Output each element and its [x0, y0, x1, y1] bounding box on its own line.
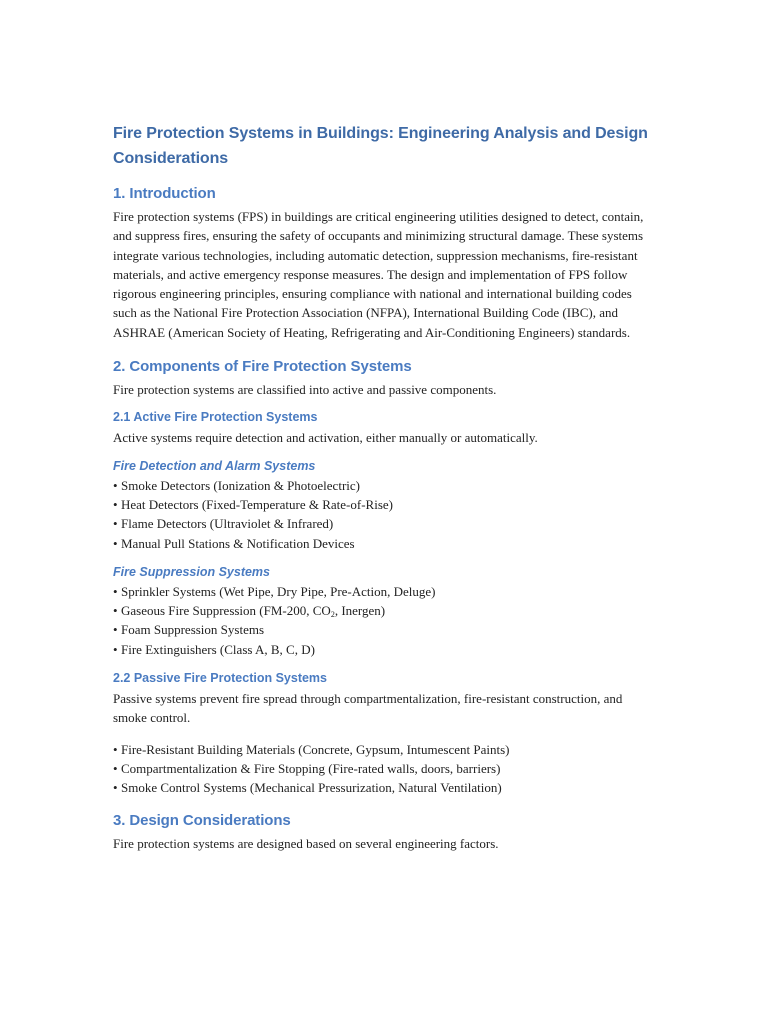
bullet-mark: •	[113, 760, 118, 776]
passive-paragraph: Passive systems prevent fire spread through compartmentalization, fire-resistant construction, and smoke control.	[113, 691, 623, 726]
list-item	[113, 601, 658, 620]
list-item	[113, 495, 658, 514]
list-item-text: Smoke Control Systems (Mechanical Pressurization, Natural Ventilation)	[121, 780, 502, 796]
list-item	[113, 582, 658, 601]
design-paragraph: Fire protection systems are designed based on several engineering factors.	[113, 835, 499, 851]
list-item	[113, 778, 658, 797]
section-heading-components: 2. Components of Fire Protection Systems	[113, 358, 412, 376]
list-item-text: Manual Pull Stations & Notification Devices	[121, 535, 355, 551]
subsection-heading-active: 2.1 Active Fire Protection Systems	[113, 410, 318, 425]
list-item-text: Gaseous Fire Suppression (FM-200, CO	[121, 603, 331, 619]
passive-list	[113, 740, 658, 798]
bullet-mark: •	[113, 603, 118, 619]
components-paragraph: Fire protection systems are classified into active and passive components.	[113, 382, 497, 398]
suppression-list	[113, 582, 658, 659]
list-item-text: Heat Detectors (Fixed-Temperature & Rate-of-Rise)	[121, 496, 393, 512]
bullet-mark: •	[113, 496, 118, 512]
introduction-paragraph: Fire protection systems (FPS) in buildings are critical engineering utilities designed to detect, contain, and suppress fires, ensuring the safety of occupants and minimizing structural damage. These systems integrate various technologies, including automatic detection, suppression mechanisms, fire-resistant materials, and active emergency response measures. The design and implementation of FPS follow rigorous engineering principles, ensuring compliance with national and international building codes such as the National Fire Protection Association (NFPA), International Building Code (IBC), and ASHRAE (American Society of Heating, Refrigerating and Air-Conditioning Engineers) standards.	[113, 209, 644, 340]
list-item	[113, 740, 658, 759]
list-item-text: Sprinkler Systems (Wet Pipe, Dry Pipe, Pre-Action, Deluge)	[121, 583, 436, 599]
list-item	[113, 759, 658, 778]
list-item-text: Smoke Detectors (Ionization & Photoelectric)	[121, 477, 360, 493]
list-item-text: Compartmentalization & Fire Stopping (Fire-rated walls, doors, barriers)	[121, 760, 501, 776]
subheading-suppression: Fire Suppression Systems	[113, 564, 271, 579]
bullet-mark: •	[113, 477, 118, 493]
section-heading-introduction: 1. Introduction	[113, 185, 216, 202]
list-item-text: Fire Extinguishers (Class A, B, C, D)	[121, 641, 315, 657]
subscript-two: 2	[330, 610, 335, 620]
subsection-heading-passive: 2.2 Passive Fire Protection Systems	[113, 671, 327, 686]
section-heading-design: 3. Design Considerations	[113, 811, 291, 829]
bullet-mark: •	[113, 516, 118, 532]
detection-list	[113, 476, 658, 553]
bullet-mark: •	[113, 583, 118, 599]
list-item	[113, 476, 658, 495]
subheading-detection-alarm: Fire Detection and Alarm Systems	[113, 458, 316, 473]
active-paragraph: Active systems require detection and activation, either manually or automatically.	[113, 430, 538, 446]
list-item-text: Fire-Resistant Building Materials (Concrete, Gypsum, Intumescent Paints)	[121, 741, 510, 757]
bullet-mark: •	[113, 535, 118, 551]
list-item	[113, 514, 658, 533]
list-item	[113, 620, 658, 639]
bullet-mark: •	[113, 622, 118, 638]
bullet-mark: •	[113, 641, 118, 657]
list-item-text: Foam Suppression Systems	[121, 622, 265, 638]
list-item	[113, 534, 658, 553]
list-item-text-tail: , Inergen)	[334, 603, 386, 619]
bullet-mark: •	[113, 741, 118, 757]
bullet-mark: •	[113, 780, 118, 796]
document-content	[113, 121, 658, 853]
list-item-text: Flame Detectors (Ultraviolet & Infrared)	[121, 516, 334, 532]
document-title: Fire Protection Systems in Buildings: Engineering Analysis and Design Considerations	[113, 125, 648, 167]
list-item	[113, 640, 658, 659]
